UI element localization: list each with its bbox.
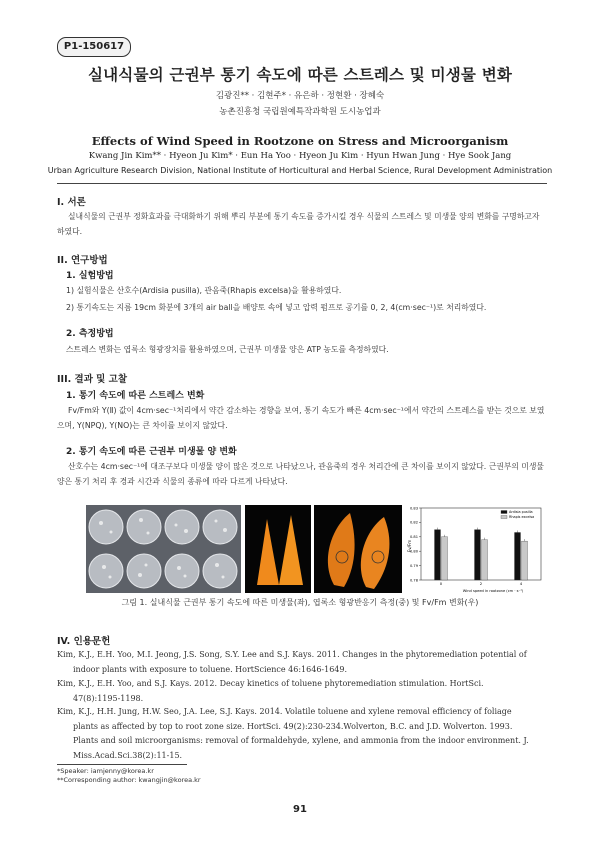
footnote-divider: [57, 764, 187, 765]
y-tick-label: 0.79: [409, 563, 418, 568]
footnote-corresponding: **Corresponding author: kwangjin@korea.kr: [57, 776, 201, 784]
legend-label: Rhapis excelsa: [509, 515, 535, 519]
reference-2-line1: Kim, K.J., E.H. Yoo, and S.J. Kays. 2012. Decay kinetics of toluene phytoremediation stimulation. HortSci.: [57, 679, 484, 688]
bar-ardisia: [435, 530, 441, 580]
reference-3-line4: Miss.Acad.Sci.38(2):11-15.: [73, 750, 183, 760]
affiliation-korean: 농촌진흥청 국립원예특작과학원 도시농업과: [219, 107, 381, 117]
y-tick-label: 0.82: [409, 520, 418, 525]
reference-3-line3: Plants and soil microorganisms: removal of formaldehyde, xylene, and ammonia from the indoor environment. J.: [73, 736, 529, 745]
figure-caption: 그림 1. 실내식물 근권부 통기 속도에 따른 미생물(좌), 엽록소 형광반응기 측정(중) 및 Fv/Fm 변화(우): [121, 598, 479, 607]
intro-text: 실내식물의 근권부 정화효과를 극대화하기 위해 뿌리 부분에 통기 속도를 증가시킬 경우 식물의 스트레스 및 미생물 양의 변화를 구명하고자 하였다.: [57, 212, 540, 236]
x-tick-label: 2: [479, 581, 483, 586]
results-text2: 산호수는 4cm·sec⁻¹에 대조구보다 미생물 양이 많은 것으로 나타났으나, 관음죽의 경우 처리간에 큰 차이를 보이지 않았다. 근권부의 미생물 양은 통기 처리 후 경과 시간과 식물의 종류에 따라 다르게 나타났다.: [57, 462, 544, 486]
x-tick-label: 4: [519, 581, 523, 586]
y-tick-label: 0.78: [409, 578, 418, 583]
bar-rhapis: [482, 540, 488, 580]
reference-1: [57, 648, 547, 677]
fvfm-bar-chart: [403, 500, 553, 596]
poster-id-tag: P1-150617: [57, 37, 131, 57]
methods-heading: II. 연구방법: [57, 255, 108, 266]
bar-rhapis: [442, 537, 448, 580]
y-tick-label: 0.83: [409, 506, 418, 511]
legend-label: Ardisia pusilla: [509, 510, 533, 514]
reference-3-line2: plants as affected by top to root zone size. HortSci. 49(2):230-234.Wolverton, B.C. and J.D. Wolverton. 1993.: [73, 721, 513, 731]
authors-english: Kwang Jin Kim** · Hyeon Ju Kim* · Eun Ha Yoo · Hyeon Ju Kim · Hyun Hwan Jung · Hye Sook Jang: [88, 151, 512, 161]
page-number: 91: [293, 804, 307, 815]
methods-line3: 스트레스 변화는 엽록소 형광장치를 활용하였으며, 근권부 미생물 양은 ATP 농도를 측정하였다.: [66, 345, 389, 354]
bar-ardisia: [515, 532, 521, 580]
authors-korean: 김광진** · 김현주* · 유은하 · 정현환 · 장혜숙: [215, 91, 385, 101]
x-tick-label: 0: [439, 581, 443, 586]
chart-ylabel: Fv/Fm: [407, 539, 412, 553]
methods-sub2-heading: 2. 측정방법: [66, 329, 114, 339]
reference-1-line2: indoor plants with exposure to toluene. HortScience 46:1646-1649.: [73, 664, 348, 674]
y-tick-label: 0.80: [409, 549, 418, 554]
footnote-speaker: *Speaker: iamjenny@korea.kr: [57, 767, 154, 775]
chart-xlabel: Wind speed in rootzone (cm · s⁻¹): [462, 589, 524, 593]
affiliation-english: Urban Agriculture Research Division, National Institute of Horticultural and Herbal Science, Rural Development Administration: [47, 166, 553, 175]
divider: [57, 183, 547, 184]
reference-1-line1: Kim, K.J., E.H. Yoo, M.I. Jeong, J.S. Song, S.Y. Lee and S.J. Kays. 2011. Changes in the phytoremediation potential of: [57, 650, 527, 659]
bar-rhapis: [522, 541, 528, 580]
title-korean: 실내식물의 근권부 통기 속도에 따른 스트레스 및 미생물 변화: [87, 66, 513, 84]
petri-dish-photo: [86, 505, 241, 593]
methods-line2: 2) 통기속도는 지름 19cm 화분에 3개의 air ball을 배양토 속에 넣고 압력 펌프로 공기를 0, 2, 4(cm·sec⁻¹)로 처리하였다.: [66, 303, 487, 312]
results-text1: Fv/Fm와 Y(Ⅱ) 값이 4cm·sec⁻¹처리에서 약간 감소하는 경향을 보여, 통기 속도가 빠른 4cm·sec⁻¹에서 약간의 스트레스를 받는 것으로 보였으며, Y(NPQ), Y(NO)는 큰 차이를 보이지 않았다.: [57, 406, 545, 430]
reference-2: [57, 677, 547, 706]
legend-swatch: [501, 511, 507, 514]
intro-heading: I. 서론: [57, 197, 86, 208]
results-sub1-heading: 1. 통기 속도에 따른 스트레스 변화: [66, 391, 205, 401]
bar-ardisia: [475, 530, 481, 580]
reference-3-line1: Kim, K.J., H.H. Jung, H.W. Seo, J.A. Lee, S.J. Kays. 2014. Volatile toluene and xylene removal efficiency of foliage: [57, 707, 512, 716]
results-sub2-heading: 2. 통기 속도에 따른 근권부 미생물 양 변화: [66, 447, 237, 457]
methods-line1: 1) 실험식물은 산호수(Ardisia pusilla), 관음죽(Rhapis excelsa)을 활용하였다.: [66, 286, 342, 295]
title-english: Effects of Wind Speed in Rootzone on Stress and Microorganism: [91, 134, 509, 148]
references-heading: IV. 인용문헌: [57, 636, 111, 647]
fluorescence-image-leaf: [314, 505, 402, 593]
reference-3: [57, 705, 547, 763]
results-heading: III. 결과 및 고찰: [57, 374, 128, 385]
reference-2-line2: 47(8):1195-1198.: [73, 693, 144, 703]
methods-sub1-heading: 1. 실험방법: [66, 271, 114, 281]
y-tick-label: 0.81: [409, 535, 418, 540]
fluorescence-image-orange: [245, 505, 311, 593]
legend-swatch: [501, 516, 507, 519]
